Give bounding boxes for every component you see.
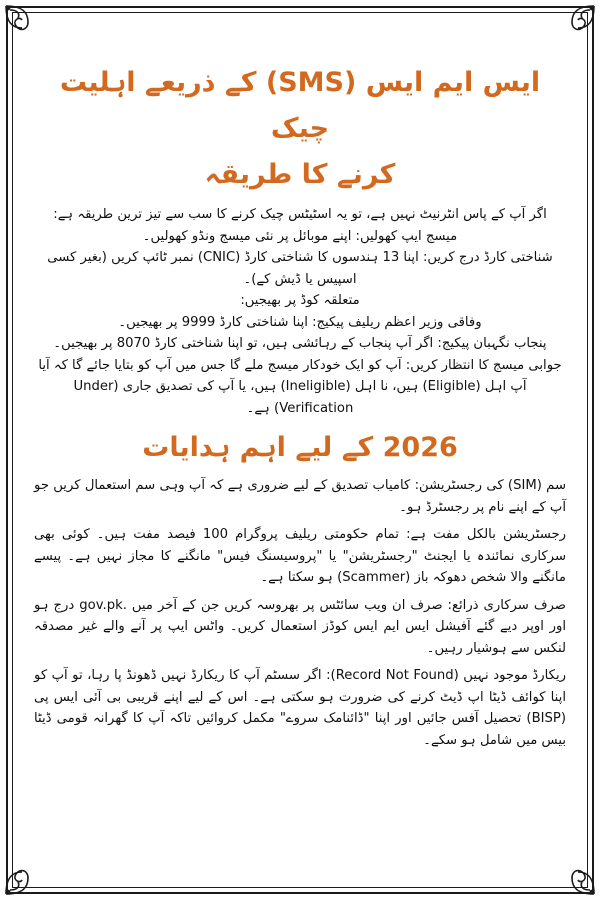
step-item: جوابی میسج کا انتظار کریں: آپ کو ایک خودکار میسج ملے گا جس میں آپ کو بتایا جائے گا کہ آیا آپ اہل (Eligible) ہیں، نا اہل (Ineligible) ہیں، یا آپ کی تصدیق جاری (Under Verification) ہے۔	[38, 357, 562, 416]
section-heading: 2026 کے لیے اہم ہدایات	[142, 432, 458, 463]
corner-ornament-icon	[552, 2, 598, 48]
step-item: وفاقی وزیر اعظم ریلیف پیکیج: اپنا شناختی کارڈ 9999 پر بھیجیں۔	[118, 314, 482, 330]
guideline-item: صرف سرکاری ذرائع: صرف ان ویب سائٹس پر بھروسہ کریں جن کے آخر میں .gov.pk درج ہو اور اوپر دیے گئے آفیشل ایس ایم ایس کوڈز استعمال کریں۔ واٹس ایپ پر آنے والے غیر مصدقہ لنکس سے ہوشیار رہیں۔	[34, 597, 566, 656]
step-item: میسج ایپ کھولیں: اپنے موبائل پر نئی میسج ونڈو کھولیں۔	[142, 228, 458, 244]
corner-ornament-icon	[2, 2, 48, 48]
guideline-item: سم (SIM) کی رجسٹریشن: کامیاب تصدیق کے لیے ضروری ہے کہ آپ وہی سم استعمال کریں جو آپ کے اپنے نام پر رجسٹرڈ ہو۔	[34, 478, 566, 515]
page-title: ایس ایم ایس (SMS) کے ذریعے اہلیت چیک	[59, 67, 541, 144]
intro-text: اگر آپ کے پاس انٹرنیٹ نہیں ہے، تو یہ اسٹیٹس چیک کرنے کا سب سے تیز ترین طریقہ ہے:	[53, 207, 547, 222]
step-item: شناختی کارڈ درج کریں: اپنا 13 ہندسوں کا شناختی کارڈ (CNIC) نمبر ٹائپ کریں (بغیر کسی اسپیس یا ڈیش کے)۔	[47, 250, 553, 287]
document-body	[34, 60, 566, 870]
guideline-item: رجسٹریشن بالکل مفت ہے: تمام حکومتی ریلیف پروگرام 100 فیصد مفت ہیں۔ کوئی بھی سرکاری نمائندہ یا ایجنٹ "رجسٹریشن" یا "پروسیسنگ فیس" مانگنے کا مجاز نہیں ہے۔ پیسے مانگنے والا شخص دھوکہ باز (Scammer) ہو سکتا ہے۔	[34, 527, 566, 585]
page-title-line-2: کرنے کا طریقہ	[204, 159, 396, 190]
step-item: متعلقہ کوڈ پر بھیجیں:	[240, 293, 360, 308]
guideline-item: ریکارڈ موجود نہیں (Record Not Found): اگر سسٹم آپ کا ریکارڈ نہیں ڈھونڈ پا رہا، تو آپ کو اپنا کوائف ڈیٹا اپ ڈیٹ کرنے کی ضرورت ہو سکتی ہے۔ اس کے لیے اپنے قریبی بی آئی ایس پی (BISP) تحصیل آفس جائیں اور اپنا "ڈائنامک سروے" مکمل کروائیں تاکہ آپ کا گھرانہ قومی ڈیٹا بیس میں شامل ہو سکے۔	[34, 668, 566, 748]
step-item: پنجاب نگہبان پیکیج: اگر آپ پنجاب کے رہائشی ہیں، تو اپنا شناختی کارڈ 8070 پر بھیجیں۔	[53, 336, 547, 351]
